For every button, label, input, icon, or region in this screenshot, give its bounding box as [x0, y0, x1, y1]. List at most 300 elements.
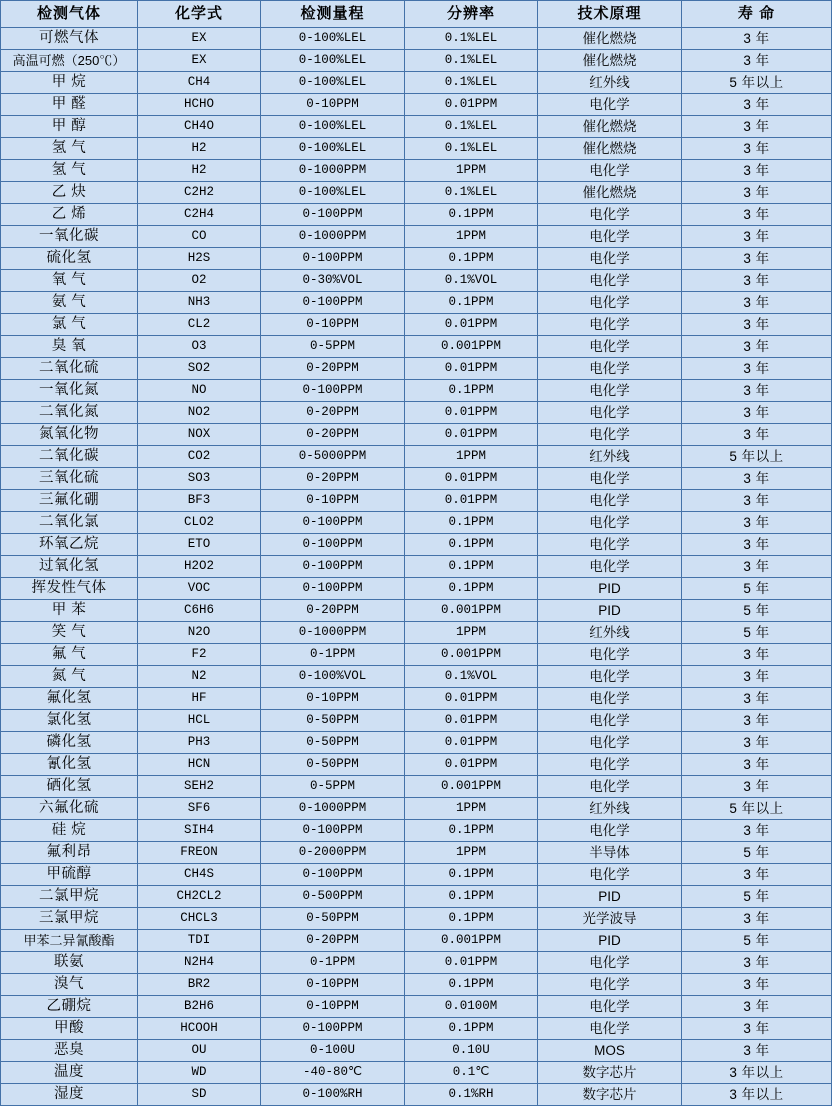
- cell-life: 3 年: [682, 138, 832, 160]
- cell-gas: 硫化氢: [1, 248, 138, 270]
- cell-gas: 臭 氧: [1, 336, 138, 358]
- cell-principle: 电化学: [538, 710, 682, 732]
- table-row: [1, 468, 832, 490]
- cell-resolution: 0.1PPM: [405, 974, 538, 996]
- cell-range: 0-50PPM: [261, 710, 405, 732]
- cell-life: 3 年: [682, 402, 832, 424]
- cell-resolution: 0.1PPM: [405, 578, 538, 600]
- cell-gas: 硒化氢: [1, 776, 138, 798]
- cell-principle: 电化学: [538, 380, 682, 402]
- cell-range: 0-100PPM: [261, 512, 405, 534]
- table-row: [1, 798, 832, 820]
- cell-formula: CH4S: [138, 864, 261, 886]
- table-header: [1, 1, 832, 28]
- cell-life: 3 年: [682, 688, 832, 710]
- cell-resolution: 0.1PPM: [405, 248, 538, 270]
- cell-life: 3 年: [682, 490, 832, 512]
- cell-principle: 红外线: [538, 446, 682, 468]
- cell-range: 0-10PPM: [261, 996, 405, 1018]
- cell-life: 3 年: [682, 710, 832, 732]
- cell-formula: ETO: [138, 534, 261, 556]
- cell-resolution: 0.1%RH: [405, 1084, 538, 1106]
- cell-range: 0-100PPM: [261, 820, 405, 842]
- cell-principle: 电化学: [538, 820, 682, 842]
- cell-range: 0-100PPM: [261, 204, 405, 226]
- cell-gas: 环氧乙烷: [1, 534, 138, 556]
- cell-principle: 半导体: [538, 842, 682, 864]
- cell-formula: C2H2: [138, 182, 261, 204]
- cell-range: 0-5000PPM: [261, 446, 405, 468]
- table-row: [1, 380, 832, 402]
- cell-principle: PID: [538, 886, 682, 908]
- cell-life: 3 年: [682, 820, 832, 842]
- cell-principle: 电化学: [538, 270, 682, 292]
- cell-formula: CO2: [138, 446, 261, 468]
- cell-resolution: 0.01PPM: [405, 468, 538, 490]
- table-row: [1, 116, 832, 138]
- cell-principle: 光学波导: [538, 908, 682, 930]
- cell-life: 3 年: [682, 556, 832, 578]
- cell-principle: 电化学: [538, 644, 682, 666]
- cell-range: 0-100PPM: [261, 248, 405, 270]
- cell-formula: CO: [138, 226, 261, 248]
- cell-gas: 联氨: [1, 952, 138, 974]
- cell-gas: 笑 气: [1, 622, 138, 644]
- cell-formula: BR2: [138, 974, 261, 996]
- table-row: [1, 490, 832, 512]
- cell-gas: 甲 苯: [1, 600, 138, 622]
- cell-range: 0-100%RH: [261, 1084, 405, 1106]
- cell-principle: 催化燃烧: [538, 182, 682, 204]
- cell-resolution: 1PPM: [405, 622, 538, 644]
- cell-life: 3 年: [682, 974, 832, 996]
- cell-range: 0-10PPM: [261, 688, 405, 710]
- table-row: [1, 996, 832, 1018]
- cell-principle: 电化学: [538, 556, 682, 578]
- cell-formula: SIH4: [138, 820, 261, 842]
- table-row: [1, 160, 832, 182]
- cell-life: 3 年: [682, 908, 832, 930]
- cell-gas: 湿度: [1, 1084, 138, 1106]
- cell-formula: N2H4: [138, 952, 261, 974]
- cell-resolution: 0.001PPM: [405, 930, 538, 952]
- cell-gas: 恶臭: [1, 1040, 138, 1062]
- cell-life: 3 年: [682, 776, 832, 798]
- cell-formula: B2H6: [138, 996, 261, 1018]
- cell-gas: 可燃气体: [1, 28, 138, 50]
- cell-life: 3 年: [682, 94, 832, 116]
- cell-gas: 甲 醇: [1, 116, 138, 138]
- cell-range: 0-100PPM: [261, 578, 405, 600]
- cell-life: 3 年: [682, 424, 832, 446]
- cell-principle: 电化学: [538, 314, 682, 336]
- cell-formula: HCN: [138, 754, 261, 776]
- cell-formula: NH3: [138, 292, 261, 314]
- table-row: [1, 952, 832, 974]
- cell-range: 0-100PPM: [261, 1018, 405, 1040]
- cell-life: 3 年: [682, 116, 832, 138]
- column-header-principle: 技术原理: [538, 1, 682, 28]
- cell-life: 3 年: [682, 380, 832, 402]
- cell-formula: OU: [138, 1040, 261, 1062]
- cell-range: 0-20PPM: [261, 358, 405, 380]
- cell-gas: 甲酸: [1, 1018, 138, 1040]
- cell-range: 0-100%VOL: [261, 666, 405, 688]
- cell-principle: 数字芯片: [538, 1062, 682, 1084]
- cell-principle: 电化学: [538, 666, 682, 688]
- table-row: [1, 424, 832, 446]
- cell-formula: EX: [138, 50, 261, 72]
- cell-range: 0-5PPM: [261, 336, 405, 358]
- cell-life: 3 年: [682, 644, 832, 666]
- cell-range: 0-1000PPM: [261, 798, 405, 820]
- cell-range: 0-50PPM: [261, 754, 405, 776]
- table-row: [1, 578, 832, 600]
- table-row: [1, 226, 832, 248]
- cell-range: 0-100%LEL: [261, 28, 405, 50]
- cell-gas: 二氧化氮: [1, 402, 138, 424]
- cell-range: 0-100PPM: [261, 556, 405, 578]
- cell-range: 0-30%VOL: [261, 270, 405, 292]
- table-row: [1, 666, 832, 688]
- cell-formula: VOC: [138, 578, 261, 600]
- table-row: [1, 688, 832, 710]
- cell-formula: SD: [138, 1084, 261, 1106]
- cell-life: 3 年: [682, 732, 832, 754]
- cell-range: 0-50PPM: [261, 732, 405, 754]
- cell-formula: CHCL3: [138, 908, 261, 930]
- cell-formula: PH3: [138, 732, 261, 754]
- cell-principle: 红外线: [538, 622, 682, 644]
- cell-life: 3 年: [682, 512, 832, 534]
- cell-range: 0-100%LEL: [261, 182, 405, 204]
- cell-range: 0-100PPM: [261, 864, 405, 886]
- cell-resolution: 0.01PPM: [405, 358, 538, 380]
- cell-resolution: 0.1%LEL: [405, 50, 538, 72]
- cell-resolution: 1PPM: [405, 160, 538, 182]
- table-row: [1, 908, 832, 930]
- table-row: [1, 358, 832, 380]
- cell-formula: CH4: [138, 72, 261, 94]
- table-row: [1, 402, 832, 424]
- cell-resolution: 0.001PPM: [405, 776, 538, 798]
- cell-principle: 电化学: [538, 776, 682, 798]
- cell-resolution: 0.01PPM: [405, 754, 538, 776]
- table-row: [1, 842, 832, 864]
- table-row: [1, 292, 832, 314]
- cell-formula: C2H4: [138, 204, 261, 226]
- cell-range: 0-10PPM: [261, 314, 405, 336]
- cell-gas: 氮氧化物: [1, 424, 138, 446]
- cell-principle: 电化学: [538, 424, 682, 446]
- cell-resolution: 0.1PPM: [405, 1018, 538, 1040]
- cell-range: 0-10PPM: [261, 974, 405, 996]
- cell-life: 3 年: [682, 314, 832, 336]
- cell-resolution: 1PPM: [405, 798, 538, 820]
- cell-gas: 二氯甲烷: [1, 886, 138, 908]
- cell-life: 5 年以上: [682, 72, 832, 94]
- cell-resolution: 1PPM: [405, 446, 538, 468]
- cell-gas: 氢 气: [1, 138, 138, 160]
- cell-formula: SEH2: [138, 776, 261, 798]
- cell-formula: H2O2: [138, 556, 261, 578]
- cell-principle: 电化学: [538, 490, 682, 512]
- cell-resolution: 0.01PPM: [405, 490, 538, 512]
- cell-principle: 电化学: [538, 1018, 682, 1040]
- cell-formula: HCHO: [138, 94, 261, 116]
- table-row: [1, 754, 832, 776]
- cell-formula: SF6: [138, 798, 261, 820]
- cell-resolution: 0.1%LEL: [405, 182, 538, 204]
- cell-principle: 电化学: [538, 952, 682, 974]
- cell-life: 5 年: [682, 600, 832, 622]
- cell-principle: 电化学: [538, 94, 682, 116]
- cell-formula: TDI: [138, 930, 261, 952]
- cell-formula: H2: [138, 138, 261, 160]
- cell-range: 0-100%LEL: [261, 116, 405, 138]
- cell-range: 0-20PPM: [261, 424, 405, 446]
- table-row: [1, 710, 832, 732]
- cell-life: 5 年: [682, 842, 832, 864]
- cell-formula: C6H6: [138, 600, 261, 622]
- cell-resolution: 0.1PPM: [405, 380, 538, 402]
- cell-resolution: 0.01PPM: [405, 314, 538, 336]
- cell-formula: N2O: [138, 622, 261, 644]
- cell-resolution: 0.01PPM: [405, 688, 538, 710]
- cell-life: 3 年: [682, 1018, 832, 1040]
- cell-gas: 六氟化硫: [1, 798, 138, 820]
- cell-formula: EX: [138, 28, 261, 50]
- cell-range: 0-10PPM: [261, 490, 405, 512]
- table-row: [1, 534, 832, 556]
- cell-principle: 电化学: [538, 732, 682, 754]
- column-header-formula: 化学式: [138, 1, 261, 28]
- cell-resolution: 0.1PPM: [405, 820, 538, 842]
- cell-gas: 乙 炔: [1, 182, 138, 204]
- cell-principle: PID: [538, 600, 682, 622]
- cell-life: 3 年: [682, 534, 832, 556]
- cell-range: 0-20PPM: [261, 402, 405, 424]
- cell-principle: MOS: [538, 1040, 682, 1062]
- cell-gas: 过氧化氢: [1, 556, 138, 578]
- cell-gas: 三氟化硼: [1, 490, 138, 512]
- cell-life: 5 年: [682, 930, 832, 952]
- cell-life: 3 年以上: [682, 1084, 832, 1106]
- cell-gas: 温度: [1, 1062, 138, 1084]
- cell-principle: 催化燃烧: [538, 116, 682, 138]
- cell-resolution: 0.1PPM: [405, 864, 538, 886]
- cell-resolution: 0.1PPM: [405, 534, 538, 556]
- table-row: [1, 1018, 832, 1040]
- column-header-life: 寿 命: [682, 1, 832, 28]
- cell-formula: F2: [138, 644, 261, 666]
- table-row: [1, 732, 832, 754]
- table-row: [1, 28, 832, 50]
- cell-range: 0-20PPM: [261, 930, 405, 952]
- cell-range: 0-2000PPM: [261, 842, 405, 864]
- table-row: [1, 776, 832, 798]
- cell-life: 3 年: [682, 204, 832, 226]
- cell-gas: 硅 烷: [1, 820, 138, 842]
- cell-life: 3 年: [682, 336, 832, 358]
- cell-resolution: 1PPM: [405, 842, 538, 864]
- table-row: [1, 644, 832, 666]
- cell-range: 0-100U: [261, 1040, 405, 1062]
- table-row: [1, 1040, 832, 1062]
- cell-resolution: 0.1PPM: [405, 886, 538, 908]
- cell-resolution: 0.1PPM: [405, 292, 538, 314]
- cell-principle: 催化燃烧: [538, 28, 682, 50]
- cell-life: 3 年: [682, 182, 832, 204]
- cell-formula: FREON: [138, 842, 261, 864]
- cell-resolution: 0.01PPM: [405, 732, 538, 754]
- cell-formula: NO: [138, 380, 261, 402]
- cell-life: 5 年: [682, 886, 832, 908]
- cell-resolution: 0.1%LEL: [405, 72, 538, 94]
- cell-formula: WD: [138, 1062, 261, 1084]
- cell-principle: 催化燃烧: [538, 138, 682, 160]
- cell-principle: 数字芯片: [538, 1084, 682, 1106]
- cell-formula: NO2: [138, 402, 261, 424]
- cell-principle: 电化学: [538, 292, 682, 314]
- column-header-resolution: 分辨率: [405, 1, 538, 28]
- cell-principle: 电化学: [538, 754, 682, 776]
- cell-gas: 高温可燃（250℃）: [1, 50, 138, 72]
- table-header-row: [1, 1, 832, 28]
- cell-gas: 二氧化碳: [1, 446, 138, 468]
- cell-gas: 氯 气: [1, 314, 138, 336]
- cell-gas: 磷化氢: [1, 732, 138, 754]
- cell-formula: HF: [138, 688, 261, 710]
- table-row: [1, 204, 832, 226]
- cell-principle: 电化学: [538, 336, 682, 358]
- cell-range: 0-100%LEL: [261, 138, 405, 160]
- cell-resolution: 0.01PPM: [405, 952, 538, 974]
- cell-gas: 氨 气: [1, 292, 138, 314]
- table-row: [1, 270, 832, 292]
- table-row: [1, 556, 832, 578]
- cell-principle: 红外线: [538, 72, 682, 94]
- cell-principle: 电化学: [538, 358, 682, 380]
- cell-gas: 乙硼烷: [1, 996, 138, 1018]
- table-row: [1, 1084, 832, 1106]
- cell-principle: 电化学: [538, 160, 682, 182]
- cell-life: 3 年: [682, 754, 832, 776]
- cell-gas: 氟利昂: [1, 842, 138, 864]
- cell-range: 0-100PPM: [261, 380, 405, 402]
- cell-formula: BF3: [138, 490, 261, 512]
- cell-resolution: 0.1%VOL: [405, 666, 538, 688]
- table-row: [1, 930, 832, 952]
- cell-life: 3 年: [682, 50, 832, 72]
- cell-resolution: 0.1%LEL: [405, 28, 538, 50]
- cell-principle: 电化学: [538, 688, 682, 710]
- cell-range: 0-20PPM: [261, 600, 405, 622]
- cell-gas: 二氧化氯: [1, 512, 138, 534]
- cell-principle: 电化学: [538, 226, 682, 248]
- cell-range: 0-100%LEL: [261, 72, 405, 94]
- cell-resolution: 0.001PPM: [405, 336, 538, 358]
- cell-principle: 电化学: [538, 996, 682, 1018]
- cell-formula: HCL: [138, 710, 261, 732]
- cell-formula: CL2: [138, 314, 261, 336]
- cell-range: 0-1PPM: [261, 644, 405, 666]
- cell-resolution: 0.1PPM: [405, 204, 538, 226]
- cell-life: 3 年: [682, 996, 832, 1018]
- table-row: [1, 600, 832, 622]
- cell-principle: 电化学: [538, 248, 682, 270]
- cell-life: 3 年: [682, 1040, 832, 1062]
- table-body: [1, 28, 832, 1106]
- cell-resolution: 0.001PPM: [405, 644, 538, 666]
- cell-range: 0-100PPM: [261, 534, 405, 556]
- column-header-gas: 检测气体: [1, 1, 138, 28]
- cell-gas: 甲 醛: [1, 94, 138, 116]
- table-row: [1, 50, 832, 72]
- cell-principle: 电化学: [538, 402, 682, 424]
- column-header-range: 检测量程: [261, 1, 405, 28]
- cell-resolution: 1PPM: [405, 226, 538, 248]
- cell-life: 3 年: [682, 666, 832, 688]
- cell-gas: 溴气: [1, 974, 138, 996]
- cell-resolution: 0.1℃: [405, 1062, 538, 1084]
- cell-principle: 红外线: [538, 798, 682, 820]
- cell-range: -40-80℃: [261, 1062, 405, 1084]
- cell-formula: O2: [138, 270, 261, 292]
- cell-range: 0-1000PPM: [261, 160, 405, 182]
- cell-principle: 电化学: [538, 468, 682, 490]
- cell-resolution: 0.01PPM: [405, 94, 538, 116]
- cell-gas: 氮 气: [1, 666, 138, 688]
- cell-range: 0-50PPM: [261, 908, 405, 930]
- cell-life: 3 年: [682, 358, 832, 380]
- cell-gas: 一氧化碳: [1, 226, 138, 248]
- cell-resolution: 0.10U: [405, 1040, 538, 1062]
- cell-range: 0-10PPM: [261, 94, 405, 116]
- cell-resolution: 0.0100M: [405, 996, 538, 1018]
- cell-gas: 氰化氢: [1, 754, 138, 776]
- cell-principle: 电化学: [538, 534, 682, 556]
- cell-principle: 电化学: [538, 974, 682, 996]
- cell-resolution: 0.1PPM: [405, 908, 538, 930]
- table-row: [1, 1062, 832, 1084]
- cell-gas: 氯化氢: [1, 710, 138, 732]
- cell-gas: 氟化氢: [1, 688, 138, 710]
- cell-range: 0-1000PPM: [261, 622, 405, 644]
- cell-life: 3 年: [682, 952, 832, 974]
- cell-range: 0-100%LEL: [261, 50, 405, 72]
- cell-resolution: 0.1%LEL: [405, 138, 538, 160]
- cell-range: 0-1PPM: [261, 952, 405, 974]
- cell-life: 3 年: [682, 28, 832, 50]
- cell-formula: H2S: [138, 248, 261, 270]
- cell-gas: 乙 烯: [1, 204, 138, 226]
- cell-formula: CLO2: [138, 512, 261, 534]
- cell-life: 3 年: [682, 270, 832, 292]
- cell-resolution: 0.001PPM: [405, 600, 538, 622]
- table-row: [1, 138, 832, 160]
- cell-formula: NOX: [138, 424, 261, 446]
- cell-gas: 甲苯二异氰酸酯: [1, 930, 138, 952]
- cell-gas: 一氧化氮: [1, 380, 138, 402]
- cell-range: 0-500PPM: [261, 886, 405, 908]
- table-row: [1, 446, 832, 468]
- cell-life: 3 年: [682, 292, 832, 314]
- table-row: [1, 314, 832, 336]
- cell-life: 5 年: [682, 622, 832, 644]
- cell-gas: 三氧化硫: [1, 468, 138, 490]
- cell-resolution: 0.1%LEL: [405, 116, 538, 138]
